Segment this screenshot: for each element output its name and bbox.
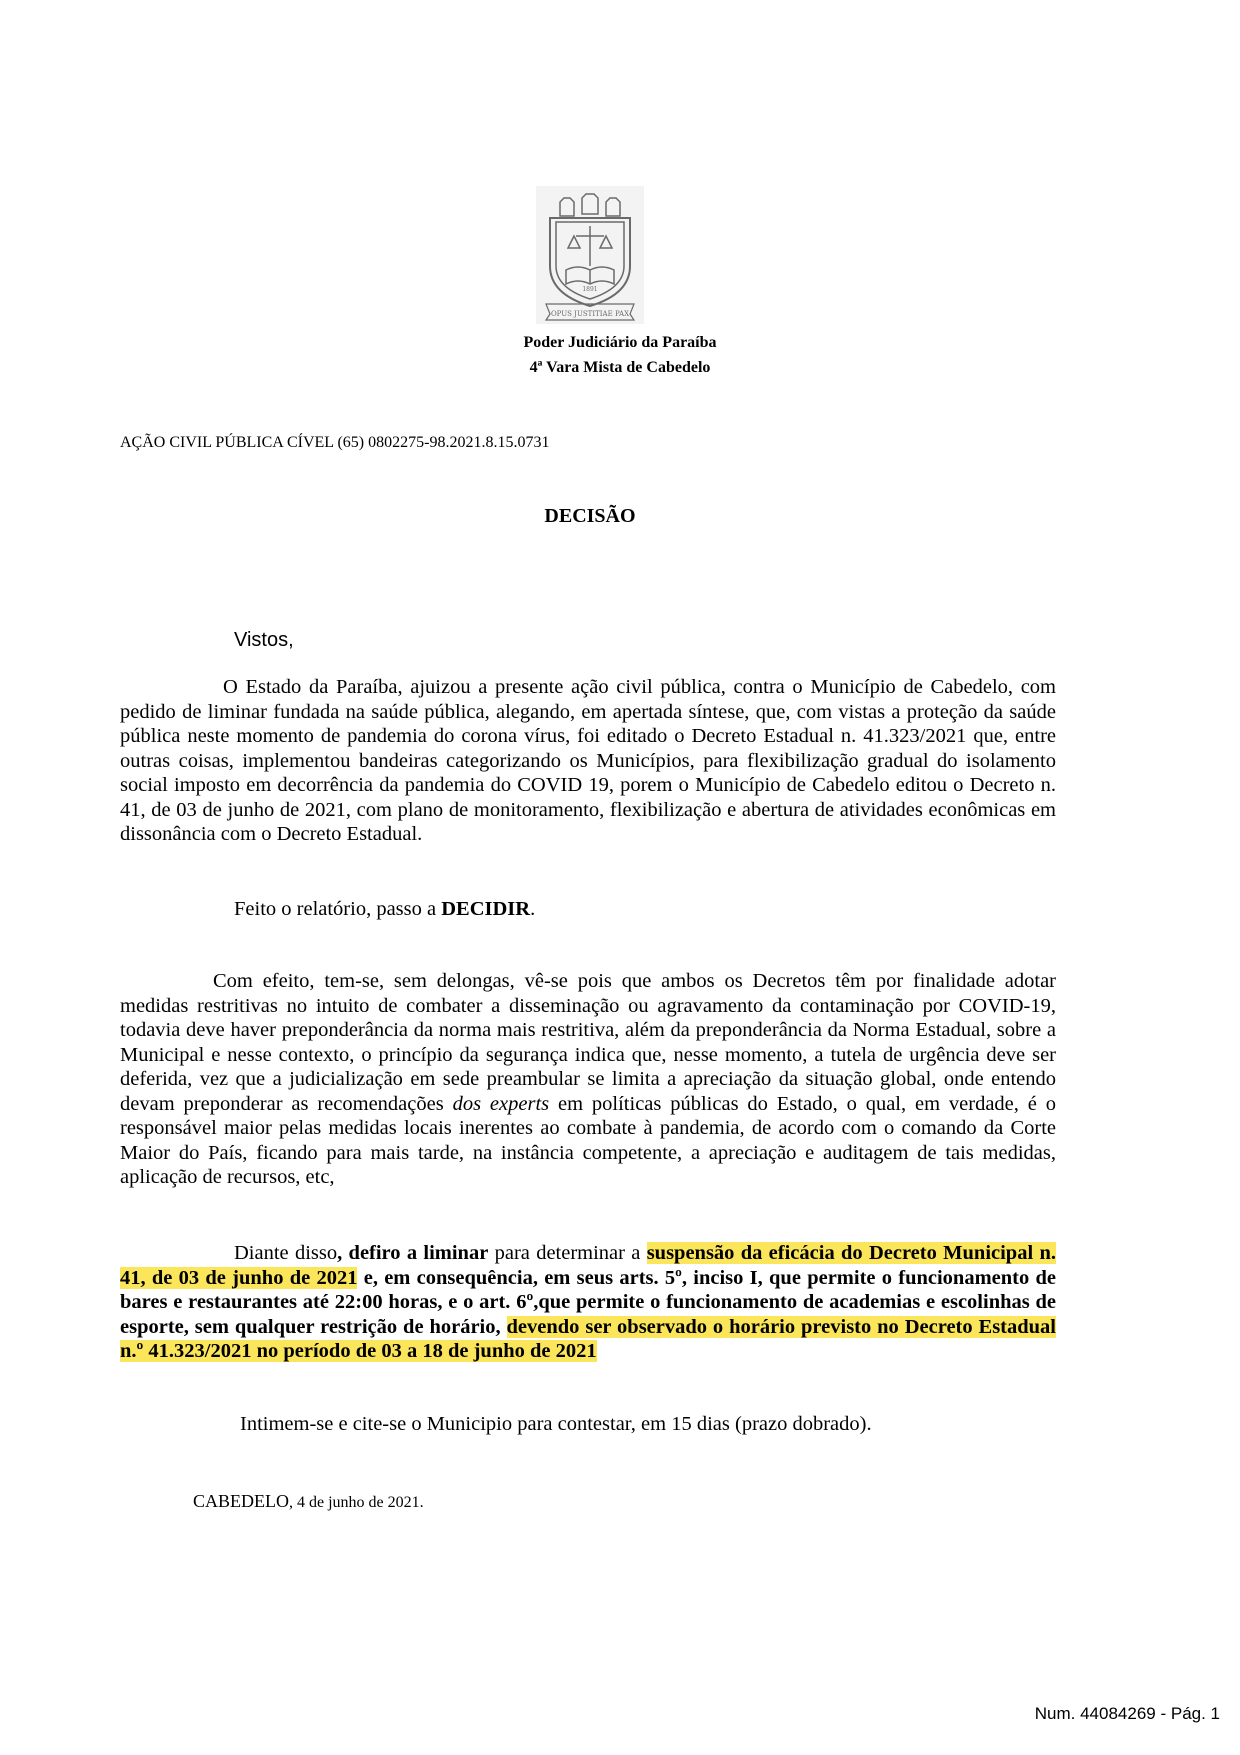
ruling-highlight-schedule: devendo ser observado o horário previsto no Decreto Estadual n.º 41.323/2021 no período de 03 a 18 de junho de 2021: [120, 1315, 1056, 1362]
reasoning-italic: dos experts: [452, 1092, 550, 1115]
court-name: Poder Judiciário da Paraíba: [523, 334, 717, 351]
reasoning-text-2: em políticas públicas do Estado, o qual, em verdade, é o responsável maior pelas medidas locais inerentes ao combate à pandemia, de acordo com o comando da Corte Maior do País, ficando para mais tarde, na instância competente, a apreciação e auditagem de tais medidas, aplicação de recursos, etc,: [120, 1092, 1056, 1188]
court-division: 4ª Vara Mista de Cabedelo: [529, 359, 711, 376]
svg-text:1891: 1891: [582, 286, 598, 293]
signature-date: , 4 de junho de 2021.: [289, 1494, 424, 1511]
report-text: O Estado da Paraíba, ajuizou a presente ação civil pública, contra o Município de Cabedelo, com pedido de liminar fundada na saúde pública, alegando, em apertada síntese, que, com vistas a proteção da saúde pública neste momento de pandemia do corona vírus, foi editado o Decreto Estadual n. 41.323/2021 que, entre outras coisas, implementou bandeiras categorizando os Municípios, para flexibilização gradual do isolamento social imposto em decorrência da pandemia do COVID 19, porem o Município de Cabedelo editou o Decreto n. 41, de 03 de junho de 2021, com plano de monitoramento, flexibilização e abertura de atividades econômicas em dissonância com o Decreto Estadual.: [120, 676, 1056, 845]
opening-vistos: Vistos,: [234, 629, 294, 651]
ruling-paragraph: [120, 1241, 1056, 1364]
decide-prefix: Feito o relatório, passo a: [234, 898, 442, 920]
reasoning-text-1: Com efeito, tem-se, sem delongas, vê-se pois que ambos os Decretos têm por finalidade adotar medidas restritivas no intuito de combater a disseminação ou agravamento da contaminação por COVID-19, todavia deve haver preponderância da norma mais restritiva, além da preponderância da Norma Estadual, sobre a Municipal e nesse contexto, o princípio da segurança indica que, nesse momento, a tutela de urgência deve ser deferida, vez que a judicialização em sede preambular se limita a apreciação da situação global, onde entendo devam preponderar as recomendações: [120, 970, 1056, 1115]
summons-paragraph: [120, 1412, 1056, 1437]
ruling-articles: e, em consequência, em seus arts. 5º, inciso I, que permite o funcionamento de bares e restaurantes até 22:00 horas, e o art. 6º,que permite o funcionamento de academias e escolinhas de esporte, sem qualquer restrição de horário,: [120, 1266, 1056, 1338]
ruling-purpose: para determinar a: [488, 1242, 647, 1264]
svg-text:OPUS JUSTITIAE PAX: OPUS JUSTITIAE PAX: [550, 310, 630, 318]
decide-bold: DECIDIR: [441, 898, 531, 920]
page-footer: Num. 44084269 - Pág. 1: [1034, 1704, 1220, 1723]
ruling-highlight-suspension: suspensão da eficácia do Decreto Municipal n. 41, de 03 de junho de 2021: [120, 1242, 1056, 1289]
decide-suffix: .: [530, 898, 536, 920]
coat-of-arms-seal: [536, 186, 644, 324]
decide-paragraph: [120, 897, 1056, 922]
summons-text: Intimem-se e cite-se o Municipio para contestar, em 15 dias (prazo dobrado).: [240, 1413, 872, 1435]
document-title: DECISÃO: [544, 505, 636, 527]
ruling-intro: Diante disso: [234, 1242, 338, 1264]
signature-city: CABEDELO: [193, 1491, 289, 1511]
ruling-granted: , defiro a liminar: [337, 1242, 489, 1264]
place-and-date: [193, 1491, 424, 1512]
reasoning-paragraph: [120, 969, 1056, 1190]
report-paragraph: [120, 675, 1056, 847]
case-number: AÇÃO CIVIL PÚBLICA CÍVEL (65) 0802275-98.2021.8.15.0731: [120, 434, 550, 451]
